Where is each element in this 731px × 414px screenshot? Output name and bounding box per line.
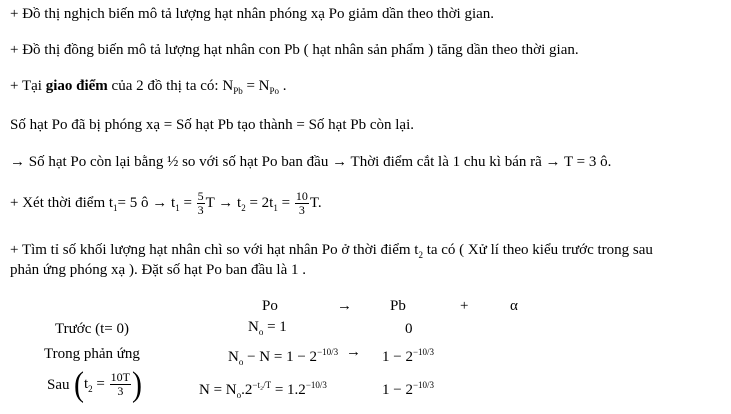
header-alpha: α: [510, 298, 518, 314]
row-before-label: Trước (t= 0): [55, 321, 129, 337]
text-line-6: + Xét thời điểm $t_1= 5$ ô → $t_1$ = $\frac{5}{3}$ $T \to t_2 = 2t_1$ = $\frac{10}{3}$ T.: [10, 189, 322, 218]
text-line-3: [10, 76, 287, 101]
line3-rest: của 2 đồ thị ta có:: [107, 78, 223, 94]
fraction-10-3: $\frac{10}{3}$: [295, 189, 308, 218]
row-after-pb: $1 - 2^{-10/3}$: [382, 380, 435, 398]
line3-equation: $N_{Pb} = N_{Po}$ .: [222, 78, 287, 96]
row-before-po: $N_o = 1$: [248, 319, 287, 337]
header-po: Po: [262, 298, 278, 314]
text-line-7a: + Tìm tỉ số khối lượng hạt nhân chì so với hạt nhân Po ở thời điểm $t_2$ ta có ( Xử lí theo kiểu trước trong sau: [10, 242, 653, 260]
text-line-2: + Đồ thị đồng biến mô tả lượng hạt nhân con Pb ( hạt nhân sản phẩm ) tăng dần theo thời gian.: [10, 42, 579, 58]
row-after-time: ($t_2$ = $\frac{10T}{3}$ ): [74, 365, 142, 403]
row-after-po: $N = N_o.2^{-t_2/T} = 1.2^{-10/3}$: [199, 380, 327, 400]
row-during-label: Trong phản ứng: [44, 346, 140, 362]
text-line-4: Số hạt Po đã bị phóng xạ = Số hạt Pb tạo thành = Số hạt Pb còn lại.: [10, 117, 414, 133]
fraction-5-3: $\frac{5}{3}$: [197, 189, 204, 218]
text-line-7b: phản ứng phóng xạ ). Đặt số hạt Po ban đầu là 1 .: [10, 262, 306, 278]
header-arrow: →: [337, 298, 352, 314]
row-during-po: $N_o - N = 1 - 2^{-10/3}$: [228, 347, 339, 367]
row-during-arrow: →: [346, 344, 361, 360]
row-before-pb: 0: [405, 321, 413, 337]
text-line-1: + Đồ thị nghịch biến mô tả lượng hạt nhân phóng xạ Po giảm dần theo thời gian.: [10, 6, 495, 22]
header-plus: +: [460, 298, 469, 314]
text-line-5: → Số hạt Po còn lại bằng ½ so với số hạt Po ban đầu → Thời điểm cắt là 1 chu kì bán rã → T = 3 ô.: [10, 154, 612, 170]
row-during-pb: $1 - 2^{-10/3}$: [382, 347, 435, 365]
header-pb: Pb: [390, 298, 406, 314]
line3-prefix: + Tại: [10, 78, 46, 94]
row-after-label: Sau: [47, 377, 70, 393]
line3-bold: giao điểm: [45, 78, 108, 94]
fraction-10t-3: $\frac{10T}{3}$: [110, 370, 130, 399]
